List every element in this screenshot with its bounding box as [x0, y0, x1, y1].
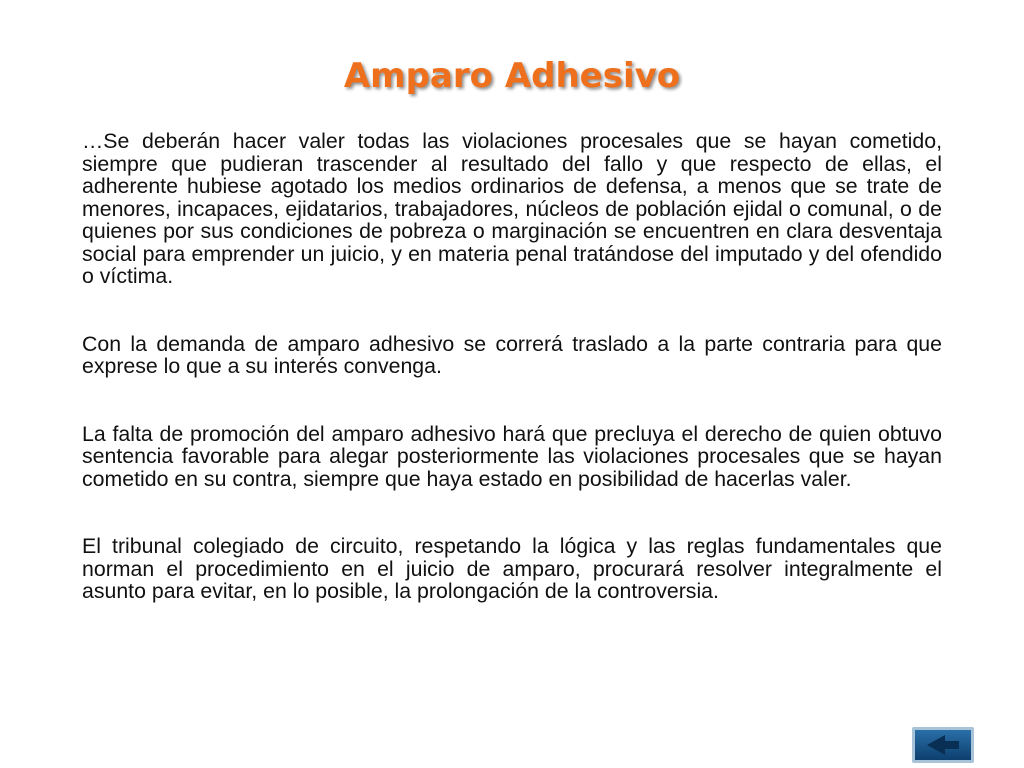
back-arrow-icon: [915, 730, 971, 760]
back-button[interactable]: [912, 727, 974, 763]
paragraph-adherent-violations: …Se deberán hacer valer todas las violaciones procesales que se hayan cometido, siempre que pudieran trascender al resultado del fallo y que respecto de ellas, el adherente hubiese agotado los medios ordinarios de defensa, a menos que se trate de menores, incapaces, ejidatarios, trabajadores, núcleos de población ejidal o comunal, o de quienes por sus condiciones de pobreza o marginación se encuentren en clara desventaja social para emprender un juicio, y en materia penal tratándose del imputado y del ofendido o víctima.: [82, 129, 942, 288]
paragraph-demand-transfer: Con la demanda de amparo adhesivo se correrá traslado a la parte contraria para que exprese lo que a su interés convenga.: [82, 331, 942, 378]
slide-title: Amparo Adhesivo: [343, 56, 681, 96]
paragraph-lack-of-promotion: La falta de promoción del amparo adhesivo hará que precluya el derecho de quien obtuvo sentencia favorable para alegar posteriormente las violaciones procesales que se hayan cometido en su contra, siempre que haya estado en posibilidad de hacerlas valer.: [82, 421, 942, 491]
slide-body: [82, 130, 942, 603]
paragraph-collegiate-tribunal: El tribunal colegiado de circuito, respetando la lógica y las reglas fundamentales que norman el procedimiento en el juicio de amparo, procurará resolver integralmente el asunto para evitar, en lo posible, la prolongación de la controversia.: [82, 534, 942, 603]
